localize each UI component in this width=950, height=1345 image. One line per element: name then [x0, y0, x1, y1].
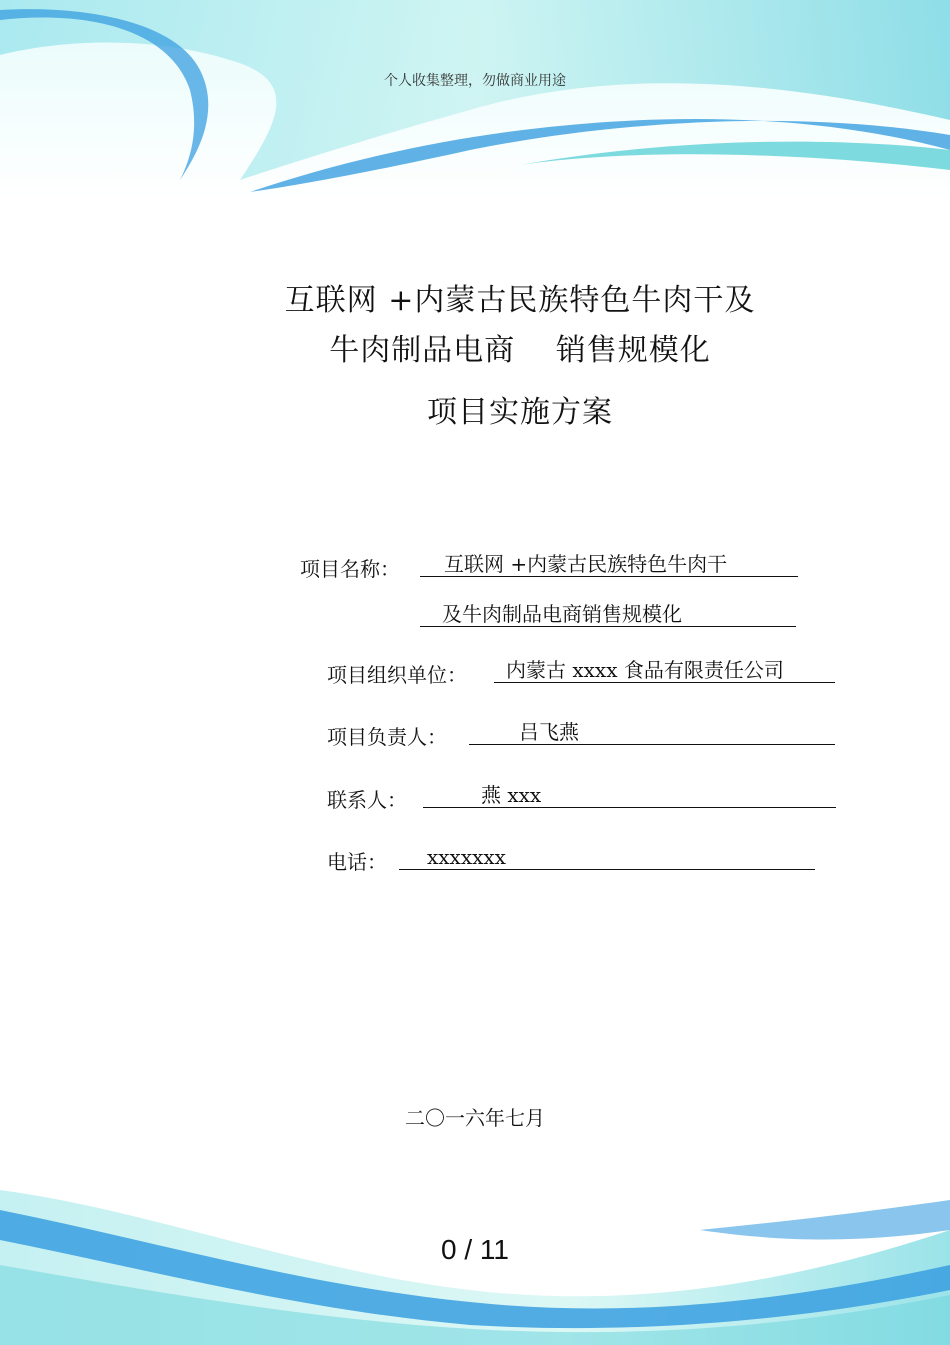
project-name-value-1: 互联网 +内蒙古民族特色牛肉干: [420, 553, 798, 577]
document-title-line-1: 互联网 +内蒙古民族特色牛肉干及: [284, 283, 756, 318]
contact-person-label: 联系人：: [327, 788, 407, 812]
organization-value: 内蒙古 xxxx 食品有限责任公司: [494, 659, 835, 683]
organization-label: 项目组织单位：: [327, 663, 467, 687]
phone-value: xxxxxxx: [399, 846, 815, 870]
watermark-text: 个人收集整理，勿做商业用途: [384, 73, 566, 89]
document-title-line-3: 项目实施方案: [427, 395, 613, 430]
document-date: 二〇一六年七月: [405, 1106, 545, 1130]
header-wave-decoration: [0, 0, 950, 200]
document-title-line-2: 牛肉制品电商 销售规模化: [329, 333, 711, 368]
page-indicator: 0 / 11: [441, 1234, 509, 1265]
contact-person-value: 燕 xxx: [423, 784, 836, 808]
project-name-value-2: 及牛肉制品电商销售规模化: [420, 603, 796, 627]
project-name-label: 项目名称：: [300, 557, 400, 581]
project-leader-label: 项目负责人：: [327, 725, 447, 749]
project-leader-value: 吕飞燕: [469, 721, 835, 745]
phone-label: 电话：: [327, 850, 387, 874]
